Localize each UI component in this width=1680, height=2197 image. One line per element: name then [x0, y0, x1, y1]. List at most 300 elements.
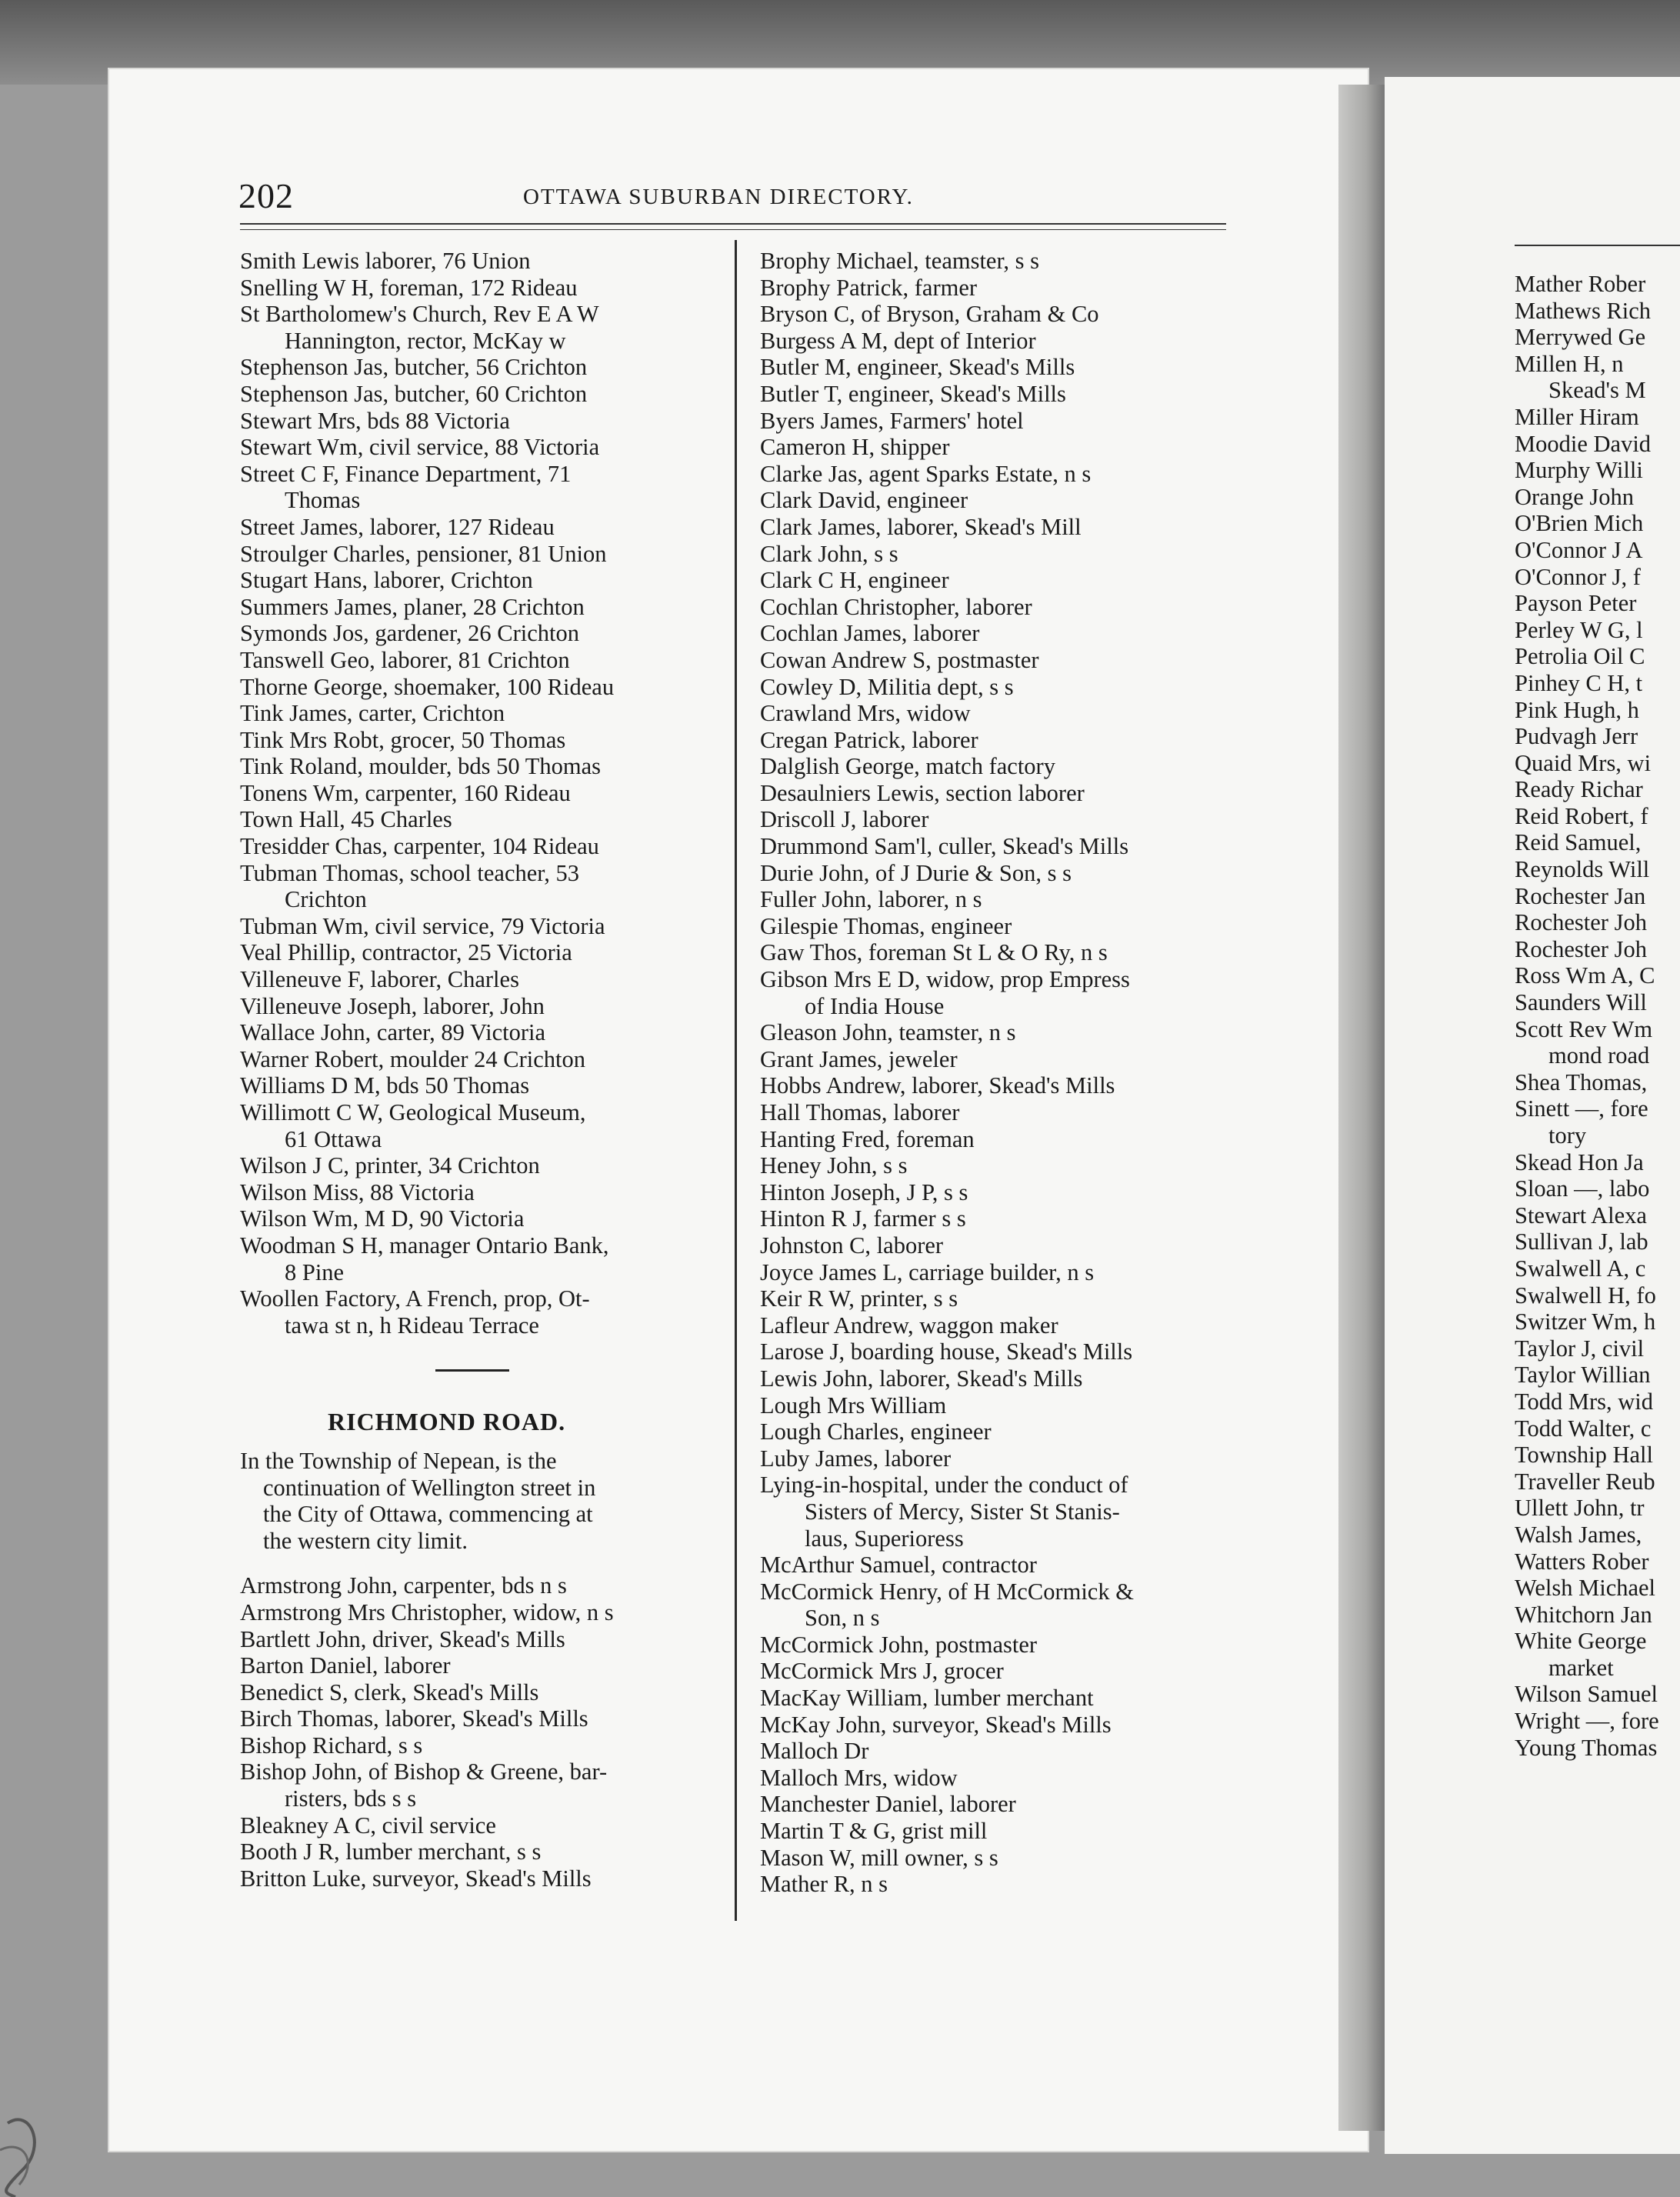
directory-entry — [1515, 1282, 1680, 1309]
directory-entry — [1515, 431, 1680, 458]
entry-line: Woollen Factory, A French, prop, Ot- — [240, 1285, 590, 1312]
entry-line: Todd Mrs, wid — [1515, 1388, 1654, 1415]
entry-continuation: mond road — [1548, 1042, 1650, 1069]
directory-entry — [1515, 1149, 1680, 1176]
entry-line: Cochlan James, laborer — [760, 620, 980, 647]
entry-line: Sullivan J, lab — [1515, 1229, 1648, 1255]
directory-entry — [1515, 1469, 1680, 1495]
entry-line: Lying-in-hospital, under the conduct of — [760, 1472, 1128, 1499]
directory-entry — [1515, 1442, 1680, 1469]
entry-line: Miller Hiram — [1515, 403, 1639, 430]
entry-line: McArthur Samuel, contractor — [760, 1552, 1037, 1579]
directory-entry — [240, 1652, 709, 1679]
directory-entry — [240, 1072, 709, 1099]
directory-entry — [760, 1232, 1237, 1259]
directory-entry — [760, 248, 1237, 275]
directory-entry — [760, 1339, 1237, 1365]
entry-line: Hinton R J, farmer s s — [760, 1205, 966, 1232]
entry-line: Cregan Patrick, laborer — [760, 726, 978, 753]
directory-entry — [1515, 537, 1680, 564]
directory-entry — [760, 727, 1237, 754]
entry-line: Quaid Mrs, wi — [1515, 749, 1652, 776]
entry-line: Thorne George, shoemaker, 100 Rideau — [240, 673, 615, 700]
directory-entry — [1515, 510, 1680, 537]
directory-entry — [240, 1285, 709, 1339]
entry-line: Clark John, s s — [760, 540, 898, 567]
directory-entry — [760, 674, 1237, 701]
directory-entry — [760, 1259, 1237, 1286]
directory-entry — [760, 886, 1237, 913]
entry-line: Bishop John, of Bishop & Greene, bar- — [240, 1759, 608, 1785]
entry-line: Rochester Joh — [1515, 935, 1647, 962]
directory-entry — [240, 1732, 709, 1759]
entry-line: Luby James, laborer — [760, 1445, 952, 1472]
entry-line: Lough Charles, engineer — [760, 1419, 992, 1445]
entry-line: Armstrong Mrs Christopher, widow, n s — [240, 1599, 614, 1625]
directory-entry — [240, 301, 709, 354]
entry-line: Birch Thomas, laborer, Skead's Mills — [240, 1705, 588, 1732]
directory-entry — [240, 1626, 709, 1653]
directory-entry — [240, 1046, 709, 1073]
directory-entry — [1515, 1175, 1680, 1202]
entry-line: Watters Rober — [1515, 1548, 1649, 1575]
entry-line: Durie John, of J Durie & Son, s s — [760, 859, 1072, 886]
directory-entry — [240, 1205, 709, 1232]
entry-line: Stewart Alexa — [1515, 1202, 1647, 1229]
entry-line: Mason W, mill owner, s s — [760, 1844, 998, 1871]
directory-entry — [240, 913, 709, 940]
directory-entry — [760, 594, 1237, 621]
entry-line: O'Brien Mich — [1515, 510, 1644, 537]
entry-line: Tonens Wm, carpenter, 160 Rideau — [240, 779, 571, 806]
entry-line: Drummond Sam'l, culler, Skead's Mills — [760, 833, 1129, 860]
directory-entry — [240, 700, 709, 727]
section-entries — [240, 1572, 709, 1892]
entry-line: Rochester Jan — [1515, 882, 1646, 909]
directory-entry — [1515, 883, 1680, 910]
directory-entry — [1515, 856, 1680, 883]
entry-line: Township Hall — [1515, 1442, 1654, 1469]
entry-line: Brophy Michael, teamster, s s — [760, 248, 1040, 274]
entry-line: Butler T, engineer, Skead's Mills — [760, 380, 1066, 407]
entry-line: Symonds Jos, gardener, 26 Crichton — [240, 620, 579, 647]
directory-entry — [1515, 298, 1680, 325]
directory-entry — [1515, 829, 1680, 856]
directory-entry — [760, 1152, 1237, 1179]
entry-line: Cowley D, Militia dept, s s — [760, 673, 1014, 700]
column-divider — [735, 240, 737, 1921]
entry-continuation: Crichton — [285, 886, 367, 913]
directory-entry — [240, 1232, 709, 1285]
directory-entry — [240, 1152, 709, 1179]
entry-line: Whitchorn Jan — [1515, 1601, 1652, 1628]
entry-line: Martin T & G, grist mill — [760, 1818, 988, 1845]
directory-entry — [1515, 723, 1680, 750]
directory-entry — [1515, 1575, 1680, 1602]
entry-line: Traveller Reub — [1515, 1468, 1655, 1495]
directory-entry — [240, 966, 709, 993]
entry-line: Ready Richar — [1515, 776, 1643, 803]
directory-entry — [1515, 1389, 1680, 1415]
directory-entry — [760, 753, 1237, 780]
right-page-header-rule — [1515, 245, 1680, 246]
directory-entry — [760, 1738, 1237, 1765]
directory-entry — [240, 248, 709, 275]
directory-entry — [760, 1765, 1237, 1792]
directory-entry — [760, 913, 1237, 940]
section-title: RICHMOND ROAD. — [328, 1408, 566, 1436]
entry-line: Cowan Andrew S, postmaster — [760, 646, 1039, 673]
entry-line: Payson Peter — [1515, 590, 1637, 617]
directory-entry — [1515, 404, 1680, 431]
entry-line: Williams D M, bds 50 Thomas — [240, 1072, 530, 1099]
directory-entry — [240, 1099, 709, 1152]
section-divider — [435, 1369, 509, 1372]
directory-entry — [240, 1572, 709, 1599]
entry-continuation: market — [1548, 1654, 1614, 1681]
directory-entry — [760, 1818, 1237, 1845]
directory-entry — [760, 1632, 1237, 1659]
entry-line: Rochester Joh — [1515, 909, 1647, 936]
intro-line: the western city limit. — [263, 1527, 468, 1554]
entry-line: Dalglish George, match factory — [760, 753, 1055, 780]
entry-line: Hobbs Andrew, laborer, Skead's Mills — [760, 1072, 1115, 1099]
directory-entry — [760, 381, 1237, 408]
entry-line: Keir R W, printer, s s — [760, 1285, 958, 1312]
entry-line: Stephenson Jas, butcher, 60 Crichton — [240, 380, 588, 407]
entry-line: Reid Robert, f — [1515, 802, 1648, 829]
directory-entry — [1515, 1522, 1680, 1549]
entry-line: Town Hall, 45 Charles — [240, 806, 452, 833]
directory-entry — [1515, 670, 1680, 697]
directory-entry — [760, 514, 1237, 541]
entry-line: Lough Mrs William — [760, 1392, 947, 1419]
entry-line: Bartlett John, driver, Skead's Mills — [240, 1625, 565, 1652]
entry-line: Gilespie Thomas, engineer — [760, 912, 1012, 939]
directory-entry — [760, 487, 1237, 514]
entry-line: Merrywed Ge — [1515, 324, 1646, 351]
directory-entry — [760, 806, 1237, 833]
directory-entry — [760, 541, 1237, 568]
directory-entry — [1515, 1069, 1680, 1096]
entry-line: Barton Daniel, laborer — [240, 1652, 451, 1679]
directory-entry — [760, 1205, 1237, 1232]
directory-entry — [760, 328, 1237, 355]
entry-line: Street C F, Finance Department, 71 — [240, 460, 572, 487]
entry-line: O'Connor J A — [1515, 536, 1643, 563]
middle-column — [760, 248, 1237, 1898]
directory-entry — [760, 1658, 1237, 1685]
directory-entry — [760, 1472, 1237, 1552]
directory-entry — [240, 647, 709, 674]
entry-line: Swalwell H, fo — [1515, 1282, 1656, 1309]
intro-line: the City of Ottawa, commencing at — [263, 1501, 593, 1528]
directory-entry — [760, 1126, 1237, 1153]
entry-line: Britton Luke, surveyor, Skead's Mills — [240, 1865, 592, 1892]
entry-line: Heney John, s s — [760, 1152, 908, 1179]
directory-entry — [240, 1599, 709, 1626]
entry-line: Saunders Will — [1515, 989, 1647, 1016]
entry-line: Bryson C, of Bryson, Graham & Co — [760, 301, 1099, 328]
directory-entry — [240, 727, 709, 754]
entry-line: Pink Hugh, h — [1515, 696, 1639, 723]
directory-entry — [240, 567, 709, 594]
page-number: 202 — [238, 176, 294, 215]
entry-line: Perley W G, l — [1515, 616, 1643, 643]
directory-entry — [760, 1579, 1237, 1632]
directory-entry — [240, 1839, 709, 1865]
entry-line: Armstrong John, carpenter, bds n s — [240, 1572, 567, 1599]
directory-entry — [1515, 1229, 1680, 1255]
entry-line: Moodie David — [1515, 430, 1652, 457]
entry-continuation: Son, n s — [805, 1605, 880, 1632]
directory-entry — [240, 860, 709, 913]
directory-entry — [240, 1759, 709, 1812]
entry-line: Stewart Mrs, bds 88 Victoria — [240, 407, 510, 434]
entry-line: Millen H, n — [1515, 350, 1624, 377]
entry-line: Tink Mrs Robt, grocer, 50 Thomas — [240, 726, 566, 753]
entry-line: St Bartholomew's Church, Rev E A W — [240, 301, 599, 328]
directory-entry — [760, 966, 1237, 1019]
entry-line: Stewart Wm, civil service, 88 Victoria — [240, 434, 600, 461]
entry-line: Stroulger Charles, pensioner, 81 Union — [240, 540, 607, 567]
directory-entry — [760, 1685, 1237, 1712]
entry-line: Sinett —, fore — [1515, 1095, 1648, 1122]
left-column — [240, 248, 709, 1892]
entry-line: Lewis John, laborer, Skead's Mills — [760, 1365, 1083, 1392]
directory-entry — [240, 1679, 709, 1706]
entry-line: Tresidder Chas, carpenter, 104 Rideau — [240, 833, 599, 860]
entry-line: White George — [1515, 1628, 1647, 1655]
directory-entry — [760, 1845, 1237, 1872]
directory-entry — [240, 594, 709, 621]
entry-line: Stugart Hans, laborer, Crichton — [240, 567, 533, 594]
directory-entry — [1515, 457, 1680, 484]
directory-entry — [1515, 590, 1680, 617]
entry-line: Byers James, Farmers' hotel — [760, 407, 1024, 434]
entry-continuation: risters, bds s s — [285, 1785, 417, 1812]
directory-entry — [760, 860, 1237, 887]
directory-entry — [760, 833, 1237, 860]
directory-entry — [1515, 909, 1680, 936]
directory-entry — [760, 620, 1237, 647]
directory-entry — [1515, 1095, 1680, 1149]
left-column-entries — [240, 248, 709, 1339]
entry-line: Taylor Willian — [1515, 1362, 1651, 1389]
book-gutter — [1338, 85, 1385, 2131]
directory-entry — [1515, 1255, 1680, 1282]
entry-line: McCormick Mrs J, grocer — [760, 1658, 1004, 1685]
intro-line: continuation of Wellington street in — [263, 1474, 596, 1501]
directory-entry — [1515, 351, 1680, 404]
directory-entry — [760, 1712, 1237, 1739]
directory-entry — [760, 1445, 1237, 1472]
entry-line: Orange John — [1515, 483, 1635, 510]
directory-entry — [240, 620, 709, 647]
entry-line: Mather R, n s — [760, 1871, 888, 1898]
entry-continuation: Skead's M — [1548, 377, 1646, 404]
directory-entry — [240, 461, 709, 514]
entry-line: Desaulniers Lewis, section laborer — [760, 779, 1085, 806]
entry-line: Pinhey C H, t — [1515, 669, 1643, 696]
entry-line: Scott Rev Wm — [1515, 1015, 1653, 1042]
entry-line: Malloch Mrs, widow — [760, 1764, 958, 1791]
directory-entry — [1515, 271, 1680, 298]
directory-entry — [760, 301, 1237, 328]
directory-entry — [1515, 1016, 1680, 1069]
directory-entry — [240, 993, 709, 1020]
entry-line: Veal Phillip, contractor, 25 Victoria — [240, 939, 572, 966]
entry-line: Grant James, jeweler — [760, 1045, 958, 1072]
entry-line: O'Connor J, f — [1515, 563, 1641, 590]
entry-line: Gleason John, teamster, n s — [760, 1019, 1016, 1046]
directory-entry — [760, 567, 1237, 594]
entry-line: Stephenson Jas, butcher, 56 Crichton — [240, 354, 588, 381]
entry-line: Hanting Fred, foreman — [760, 1125, 975, 1152]
directory-entry — [1515, 643, 1680, 670]
directory-entry — [1515, 1628, 1680, 1681]
entry-line: Fuller John, laborer, n s — [760, 886, 982, 913]
entry-line: Villeneuve F, laborer, Charles — [240, 966, 519, 993]
directory-entry — [1515, 803, 1680, 830]
entry-line: Reid Samuel, — [1515, 829, 1642, 856]
directory-entry — [1515, 1202, 1680, 1229]
directory-entry — [240, 381, 709, 408]
directory-entry — [240, 833, 709, 860]
directory-entry — [1515, 1602, 1680, 1629]
entry-line: Walsh James, — [1515, 1521, 1642, 1548]
entry-line: Murphy Willi — [1515, 457, 1643, 484]
running-title: OTTAWA SUBURBAN DIRECTORY. — [523, 185, 914, 209]
entry-line: Tubman Thomas, school teacher, 53 — [240, 859, 579, 886]
entry-line: Booth J R, lumber merchant, s s — [240, 1839, 542, 1865]
entry-line: Driscoll J, laborer — [760, 806, 929, 833]
entry-line: Smith Lewis laborer, 76 Union — [240, 248, 531, 274]
scan-smudge-icon — [0, 2077, 108, 2197]
intro-line: In the Township of Nepean, is the — [240, 1447, 557, 1474]
entry-line: Crawland Mrs, widow — [760, 700, 971, 727]
directory-entry — [760, 434, 1237, 461]
entry-continuation: tawa st n, h Rideau Terrace — [285, 1312, 539, 1339]
entry-line: MacKay William, lumber merchant — [760, 1685, 1094, 1712]
directory-entry — [760, 1179, 1237, 1206]
entry-continuation: Thomas — [285, 487, 361, 514]
directory-entry — [1515, 936, 1680, 963]
entry-line: Johnston C, laborer — [760, 1232, 944, 1259]
entry-line: Snelling W H, foreman, 172 Rideau — [240, 274, 578, 301]
directory-entry — [760, 1312, 1237, 1339]
directory-entry — [240, 354, 709, 381]
entry-line: Clarke Jas, agent Sparks Estate, n s — [760, 460, 1092, 487]
entry-line: Taylor J, civil — [1515, 1335, 1645, 1362]
entry-line: Tink James, carter, Crichton — [240, 700, 505, 727]
entry-line: Wilson J C, printer, 34 Crichton — [240, 1152, 540, 1179]
entry-line: Summers James, planer, 28 Crichton — [240, 593, 585, 620]
entry-line: Brophy Patrick, farmer — [760, 274, 978, 301]
entry-line: Mathews Rich — [1515, 297, 1652, 324]
entry-line: Reynolds Will — [1515, 856, 1650, 883]
directory-entry — [760, 1791, 1237, 1818]
directory-entry — [760, 780, 1237, 807]
entry-line: Clark James, laborer, Skead's Mill — [760, 513, 1082, 540]
directory-entry — [240, 408, 709, 435]
directory-entry — [240, 1812, 709, 1839]
entry-line: Pudvagh Jerr — [1515, 723, 1638, 750]
entry-line: Skead Hon Ja — [1515, 1149, 1644, 1175]
entry-line: McCormick John, postmaster — [760, 1631, 1038, 1658]
directory-entry — [1515, 989, 1680, 1016]
directory-entry — [1515, 617, 1680, 644]
entry-continuation: of India House — [805, 992, 945, 1019]
directory-entry — [760, 1871, 1237, 1898]
entry-line: Willimott C W, Geological Museum, — [240, 1099, 586, 1125]
entry-line: Tink Roland, moulder, bds 50 Thomas — [240, 753, 602, 780]
directory-entry — [760, 461, 1237, 488]
directory-entry — [240, 434, 709, 461]
directory-entry — [760, 354, 1237, 381]
entry-line: Street James, laborer, 127 Rideau — [240, 513, 555, 540]
header-rule-top — [240, 223, 1226, 225]
entry-line: Bishop Richard, s s — [240, 1732, 423, 1759]
directory-entry — [760, 1392, 1237, 1419]
entry-line: Warner Robert, moulder 24 Crichton — [240, 1045, 585, 1072]
entry-line: Wright —, fore — [1515, 1708, 1659, 1735]
entry-continuation: Hannington, rector, McKay w — [285, 327, 566, 354]
entry-line: McCormick Henry, of H McCormick & — [760, 1578, 1134, 1605]
entry-line: Woodman S H, manager Ontario Bank, — [240, 1232, 609, 1259]
directory-entry — [1515, 962, 1680, 989]
directory-entry — [1515, 697, 1680, 724]
entry-line: Young Thomas — [1515, 1734, 1658, 1761]
entry-line: Manchester Daniel, laborer — [760, 1791, 1016, 1818]
directory-entry — [760, 1046, 1237, 1073]
entry-line: Todd Walter, c — [1515, 1415, 1652, 1442]
section-intro — [240, 1448, 709, 1554]
directory-entry — [240, 1865, 709, 1892]
directory-entry — [760, 1552, 1237, 1579]
directory-entry — [1515, 1735, 1680, 1762]
entry-line: Wilson Samuel — [1515, 1681, 1658, 1708]
entry-line: Benedict S, clerk, Skead's Mills — [240, 1679, 539, 1705]
entry-line: Wilson Wm, M D, 90 Victoria — [240, 1205, 525, 1232]
directory-entry — [240, 780, 709, 807]
directory-entry — [760, 1365, 1237, 1392]
entry-line: Sloan —, labo — [1515, 1175, 1650, 1202]
entry-line: Cochlan Christopher, laborer — [760, 593, 1032, 620]
entry-line: Wilson Miss, 88 Victoria — [240, 1179, 475, 1205]
directory-entry — [760, 700, 1237, 727]
directory-entry — [240, 753, 709, 780]
directory-entry — [240, 1705, 709, 1732]
right-page-column — [1515, 271, 1680, 1761]
directory-entry — [1515, 1549, 1680, 1575]
entry-line: Petrolia Oil C — [1515, 643, 1645, 670]
directory-entry — [240, 939, 709, 966]
entry-line: Hinton Joseph, J P, s s — [760, 1179, 968, 1205]
entry-line: Lafleur Andrew, waggon maker — [760, 1312, 1058, 1339]
directory-entry — [240, 275, 709, 302]
entry-line: Ross Wm A, C — [1515, 962, 1655, 989]
directory-entry — [1515, 1415, 1680, 1442]
entry-line: Villeneuve Joseph, laborer, John — [240, 992, 545, 1019]
directory-entry — [760, 275, 1237, 302]
entry-continuation: 8 Pine — [285, 1259, 345, 1285]
directory-entry — [1515, 484, 1680, 511]
directory-entry — [240, 514, 709, 541]
directory-entry — [1515, 776, 1680, 803]
directory-entry — [760, 1019, 1237, 1046]
directory-entry — [760, 1072, 1237, 1099]
